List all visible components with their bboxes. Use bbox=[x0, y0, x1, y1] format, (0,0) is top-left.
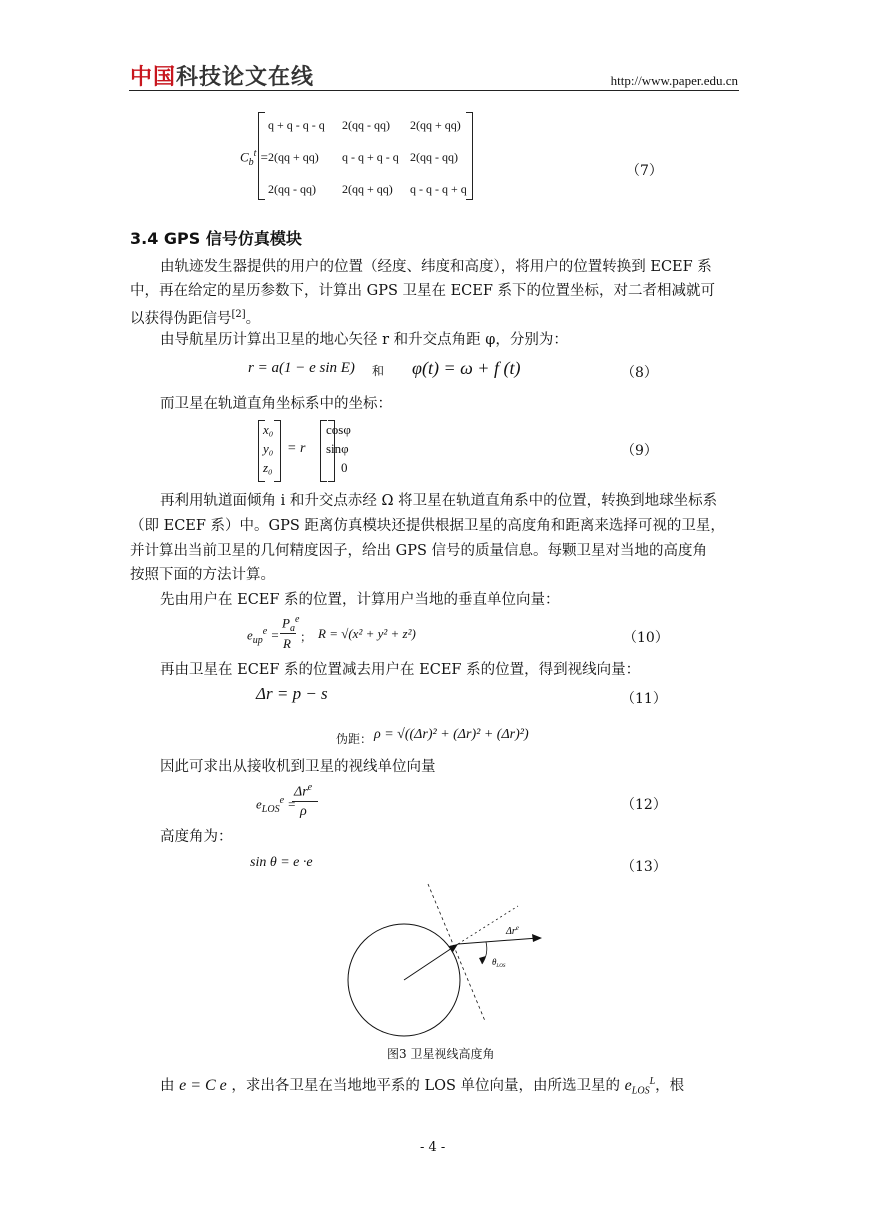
vertical-extension-line bbox=[458, 906, 518, 944]
eq9-number: （9） bbox=[621, 443, 658, 459]
eq7-r3c3: q - q - q + q bbox=[410, 182, 467, 196]
site-logo bbox=[130, 60, 314, 91]
eq12-den: ρ bbox=[300, 804, 307, 819]
eq9-sin: sinφ bbox=[326, 441, 349, 456]
eq10-R: R = √(x² + y² + z²) bbox=[318, 626, 416, 641]
eq7-r1c3: 2(qq + qq) bbox=[410, 118, 461, 132]
p5: 先由用户在 ECEF 系的位置，计算用户当地的垂直单位向量： bbox=[160, 592, 560, 608]
pseudo-expr: ρ = √((Δr)² + (Δr)² + (Δr)²) bbox=[374, 727, 529, 742]
eq8-left: r = a(1 − e sin E) bbox=[248, 360, 355, 376]
p7: 因此可求出从接收机到卫星的视线单位向量 bbox=[160, 759, 436, 775]
eq7-r3c2: 2(qq + qq) bbox=[342, 182, 393, 196]
eq7-r1c2: 2(qq - qq) bbox=[342, 118, 390, 132]
eq11-number: （11） bbox=[621, 691, 667, 707]
eq13-number: （13） bbox=[621, 859, 667, 875]
eq12-fraction-bar bbox=[292, 801, 318, 802]
p4-line1: 再利用轨道面倾角 i 和升交点赤经 Ω 将卫星在轨道直角系中的位置，转换到地球坐标系 bbox=[160, 493, 718, 509]
eq12-number: （12） bbox=[621, 797, 667, 813]
p1-line3: 以获得伪距信号[2]。 bbox=[130, 309, 261, 327]
eq9-cos: cosφ bbox=[326, 422, 351, 437]
eq8-right: φ(t) = ω + f (t) bbox=[412, 358, 521, 378]
eq9-mid: = r bbox=[287, 441, 306, 456]
header-url[interactable]: http://www.paper.edu.cn bbox=[610, 73, 738, 88]
figure-3-diagram bbox=[340, 876, 560, 1046]
eq10-num: $P_a^e$ bbox=[282, 614, 300, 634]
eq10-fraction-bar bbox=[280, 633, 296, 634]
eq9-y0: y₀ bbox=[263, 441, 274, 456]
eq7-lhs: $C_b^t$ = bbox=[240, 148, 269, 168]
logo-red: 中国 bbox=[130, 65, 177, 90]
eq7-r3c1: 2(qq - qq) bbox=[268, 182, 316, 196]
p2: 由导航星历计算出卫星的地心矢径 r 和升交点角距 φ，分别为： bbox=[160, 332, 568, 348]
pseudo-label: 伪距： bbox=[336, 732, 373, 746]
eq9-z0: z₀ bbox=[263, 460, 273, 475]
eq9-zero: 0 bbox=[341, 460, 348, 475]
figure-3-caption: 图3 卫星视线高度角 bbox=[387, 1047, 495, 1061]
p4-line3: 并计算出当前卫星的几何精度因子，给出 GPS 信号的质量信息。每颗卫星对当地的高度角 bbox=[130, 543, 707, 559]
eq7-r1c1: q + q - q - q bbox=[268, 118, 325, 132]
p1-line1: 由轨迹发生器提供的用户的位置（经度、纬度和高度），将用户的位置转换到 ECEF 系 bbox=[160, 259, 712, 275]
eq10-den: R bbox=[283, 636, 291, 651]
position-vector bbox=[404, 944, 458, 980]
p9-expr: e = C e bbox=[179, 1076, 227, 1094]
eq11-expr: Δr = p − s bbox=[256, 684, 328, 703]
p3: 而卫星在轨道直角坐标系中的坐标： bbox=[160, 396, 392, 412]
label-delta-r: $\Delta r^e$ bbox=[506, 924, 519, 937]
eq10-number: （10） bbox=[623, 630, 669, 646]
p6: 再由卫星在 ECEF 系的位置减去用户在 ECEF 系的位置，得到视线向量： bbox=[160, 662, 641, 678]
eq12-lhs: $e_{LOS}^e$ = bbox=[256, 795, 297, 815]
eq7-r2c1: 2(qq + qq) bbox=[268, 150, 319, 164]
eq7-r2c3: 2(qq - qq) bbox=[410, 150, 458, 164]
eq10-lhs: $e_{up}^e$ = bbox=[247, 626, 280, 646]
label-theta: $\theta_{LOS}$ bbox=[492, 957, 506, 969]
eq9-x0: x₀ bbox=[263, 422, 274, 437]
p9: 由 e = C e ，求出各卫星在当地地平系的 LOS 单位向量，由所选卫星的 $e_{LOS}^L$，根 bbox=[160, 1076, 685, 1097]
p8: 高度角为： bbox=[160, 829, 233, 845]
ref-2[interactable]: [2] bbox=[231, 309, 246, 320]
p1-line2: 中，再在给定的星历参数下，计算出 GPS 卫星在 ECEF 系下的位置坐标，对二者相减就可 bbox=[130, 283, 716, 299]
eq7-r2c2: q - q + q - q bbox=[342, 150, 399, 164]
page-number: - 4 - bbox=[420, 1140, 446, 1155]
p4-line4: 按照下面的方法计算。 bbox=[130, 567, 275, 583]
header-rule bbox=[129, 90, 739, 91]
los-vector bbox=[458, 938, 538, 944]
logo-rest: 科技论文在线 bbox=[176, 65, 315, 90]
los-vector-arrowhead bbox=[532, 934, 542, 942]
section-heading: 3.4 GPS 信号仿真模块 bbox=[130, 229, 302, 248]
eq9-vec-right bbox=[274, 420, 281, 482]
elevation-arc-arrowhead bbox=[479, 956, 486, 964]
eq13-expr: sin θ = e ·e bbox=[250, 855, 313, 870]
eq7-number: （7） bbox=[626, 163, 663, 179]
p4-line2: （即 ECEF 系）中。GPS 距离仿真模块还提供根据卫星的高度角和距离来选择可视的卫星， bbox=[130, 518, 725, 534]
eq10-sep: ； bbox=[300, 630, 313, 644]
eq8-and: 和 bbox=[372, 364, 385, 378]
p9-e: e bbox=[624, 1076, 632, 1094]
eq12-num: $\Delta r^e$ bbox=[294, 782, 313, 800]
eq8-number: （8） bbox=[621, 365, 658, 381]
eq7-bracket-left bbox=[258, 112, 265, 200]
eq7-bracket-right bbox=[466, 112, 473, 200]
